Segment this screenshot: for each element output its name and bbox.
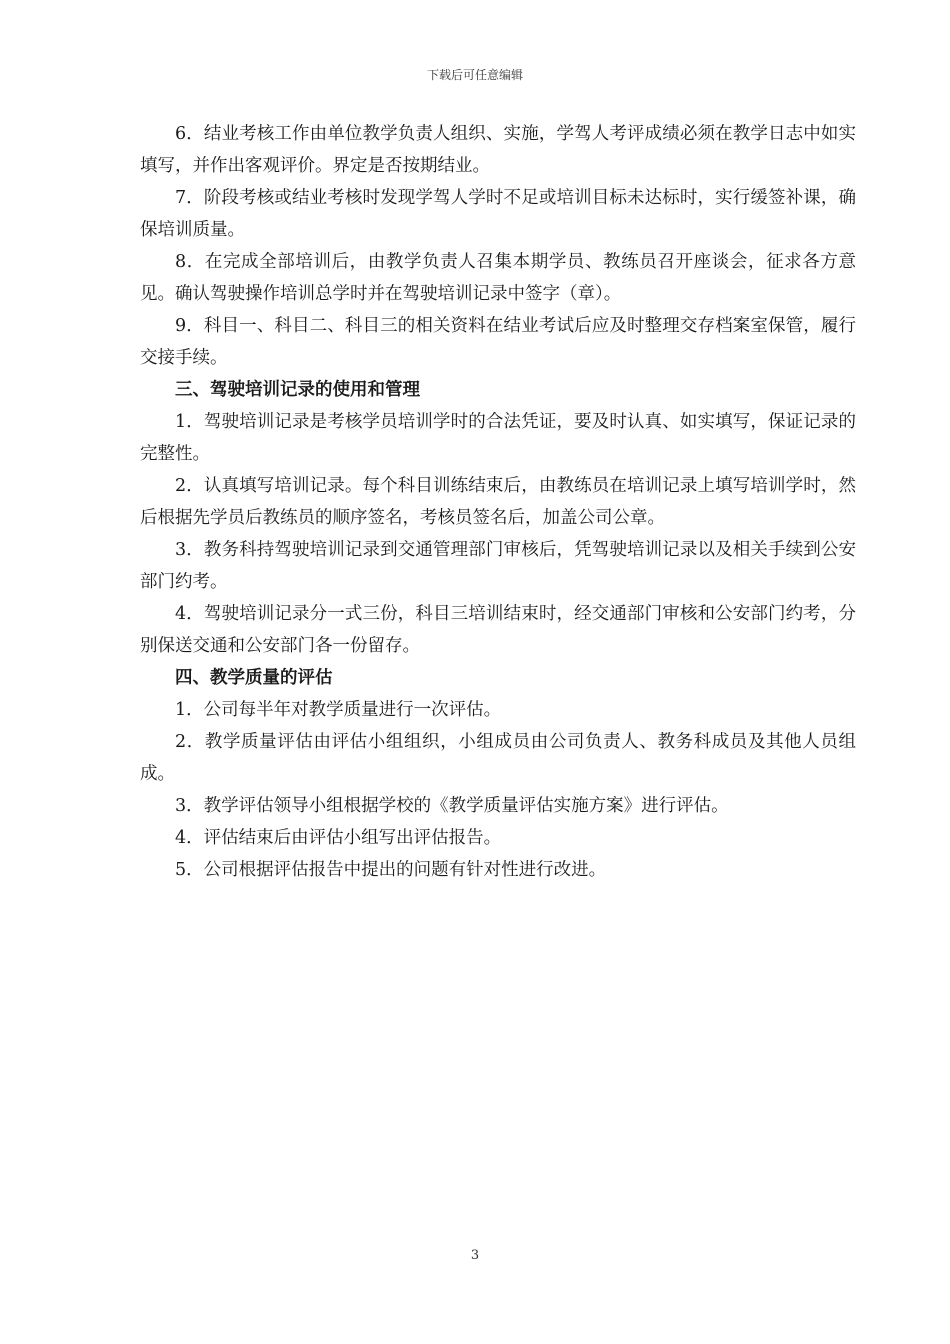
section3-item-1: 1．驾驶培训记录是考核学员培训学时的合法凭证，要及时认真、如实填写，保证记录的完整性。 bbox=[140, 412, 856, 464]
paragraph-7: 7．阶段考核或结业考核时发现学驾人学时不足或培训目标未达标时，实行缓签补课，确保培训质量。 bbox=[140, 188, 856, 240]
page-number: 3 bbox=[470, 1248, 480, 1263]
section4-item-4: 4．评估结束后由评估小组写出评估报告。 bbox=[175, 828, 502, 848]
paragraph-8: 8．在完成全部培训后，由教学负责人召集本期学员、教练员召开座谈会，征求各方意见。确认驾驶操作培训总学时并在驾驶培训记录中签字（章）。 bbox=[140, 252, 856, 304]
document-body bbox=[140, 118, 856, 886]
section-heading-3: 三、驾驶培训记录的使用和管理 bbox=[175, 380, 420, 400]
section4-item-3: 3．教学评估领导小组根据学校的《教学质量评估实施方案》进行评估。 bbox=[175, 796, 729, 816]
paragraph-9: 9．科目一、科目二、科目三的相关资料在结业考试后应及时整理交存档案室保管，履行交接手续。 bbox=[140, 316, 856, 368]
section-heading-4: 四、教学质量的评估 bbox=[175, 668, 333, 688]
section3-item-4: 4．驾驶培训记录分一式三份，科目三培训结束时，经交通部门审核和公安部门约考，分别保送交通和公安部门各一份留存。 bbox=[140, 604, 856, 656]
section4-item-1: 1．公司每半年对教学质量进行一次评估。 bbox=[175, 700, 502, 720]
section4-item-2: 2．教学质量评估由评估小组组织，小组成员由公司负责人、教务科成员及其他人员组成。 bbox=[140, 732, 856, 784]
section4-item-5: 5．公司根据评估报告中提出的问题有针对性进行改进。 bbox=[175, 860, 607, 880]
paragraph-6: 6．结业考核工作由单位教学负责人组织、实施，学驾人考评成绩必须在教学日志中如实填写，并作出客观评价。界定是否按期结业。 bbox=[140, 124, 856, 176]
page-header-note: 下载后可任意编辑 bbox=[426, 68, 523, 82]
section3-item-2: 2．认真填写培训记录。每个科目训练结束后，由教练员在培训记录上填写培训学时，然后根据先学员后教练员的顺序签名，考核员签名后，加盖公司公章。 bbox=[140, 476, 856, 528]
section3-item-3: 3．教务科持驾驶培训记录到交通管理部门审核后，凭驾驶培训记录以及相关手续到公安部门约考。 bbox=[140, 540, 856, 592]
